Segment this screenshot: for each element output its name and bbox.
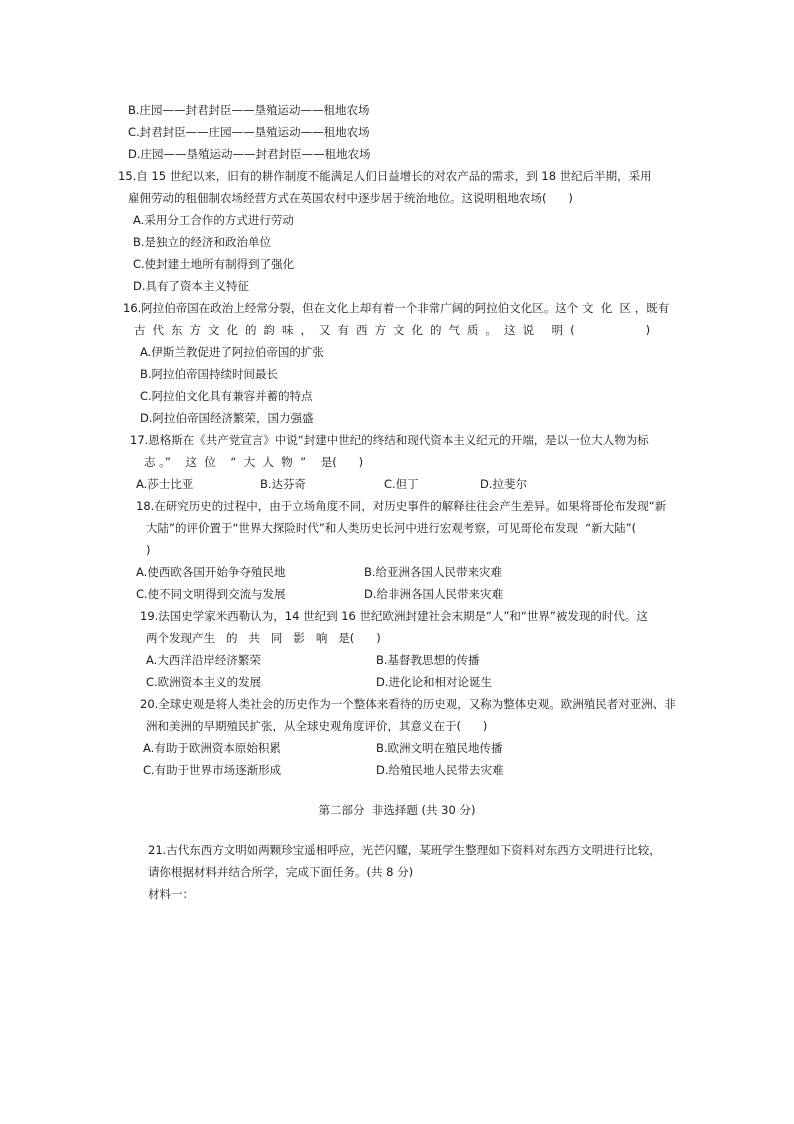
- q18-stem-line1: 18.在研究历史的过程中，由于立场角度不同，对历史事件的解释往往会产生差异。如果将哥伦布发现“新: [136, 499, 667, 513]
- q20-stem-line2: 洲和美洲的早期殖民扩张，从全球史观角度评价，其意义在于( ): [146, 719, 488, 733]
- q16-option-d: D.阿拉伯帝国经济繁荣，国力强盛: [140, 411, 314, 425]
- q20-stem-line1: 20.全球史观是将人类社会的历史作为一个整体来看待的历史观，又称为整体史观。欧洲殖民者对亚洲、非: [140, 697, 676, 711]
- q14-option-c: C.封君封臣——庄园——垦殖运动——租地农场: [128, 125, 370, 139]
- q16-option-a: A.伊斯兰教促进了阿拉伯帝国的扩张: [140, 345, 324, 359]
- q18-stem-line3: ): [146, 543, 151, 557]
- q14-option-b: B.庄园——封君封臣——垦殖运动——租地农场: [128, 103, 370, 117]
- q17-option-d: D.拉斐尔: [480, 477, 528, 491]
- q17-option-b: B.达芬奇: [260, 477, 307, 491]
- q20-option-a: A.有助于欧洲资本原始积累: [143, 741, 281, 755]
- q16-stem-line2: 古代东方文化的韵味，又有西方文化的气质。这说 明( ): [134, 323, 658, 337]
- q16-stem-line1: 16.阿拉伯帝国在政治上经常分裂，但在文化上却有着一个非常广阔的阿拉伯文化区。这个 文 化 区 ，既有: [123, 301, 670, 315]
- q15-option-c: C.使封建土地所有制得到了强化: [133, 257, 295, 271]
- q19-option-a: A.大西洋沿岸经济繁荣: [146, 653, 261, 667]
- q18-option-a: A.使西欧各国开始争夺殖民地: [136, 565, 286, 579]
- q15-option-b: B.是独立的经济和政治单位: [133, 235, 272, 249]
- q20-option-b: B.欧洲文明在殖民地传播: [376, 741, 503, 755]
- q14-option-d: D.庄园——垦殖运动——封君封臣——租地农场: [128, 147, 371, 161]
- q18-option-c: C.使不同文明得到交流与发展: [136, 587, 286, 601]
- q20-option-d: D.给殖民地人民带去灾难: [376, 763, 504, 777]
- part2-heading: 第二部分 非选择题 (共 30 分): [318, 803, 476, 817]
- q15-option-a: A.采用分工合作的方式进行劳动: [133, 213, 294, 227]
- q21-material-label: 材料一：: [148, 887, 194, 901]
- q16-option-b: B.阿拉伯帝国持续时间最长: [140, 367, 279, 381]
- q20-option-c: C.有助于世界市场逐渐形成: [143, 763, 282, 777]
- q18-stem-line2: 大陆”的评价置于“世界大探险时代”和人类历史长河中进行宏观考察，可见哥伦布发现 “新大陆”(: [146, 521, 637, 535]
- q21-stem-line2: 请你根据材料并结合所学，完成下面任务。(共 8 分): [148, 865, 414, 879]
- q16-option-c: C.阿拉伯文化具有兼容并蓄的特点: [140, 389, 313, 403]
- q15-option-d: D.具有了资本主义特征: [133, 279, 250, 293]
- q17-stem-line2: 志 。” 这 位 “ 大 人 物 ” 是( ): [144, 455, 364, 469]
- q19-option-c: C.欧洲资本主义的发展: [146, 675, 262, 689]
- q19-stem-line1: 19.法国史学家米西勒认为，14 世纪到 16 世纪欧洲封建社会末期是“人”和“世界”被发现的时代。这: [140, 609, 648, 623]
- q15-stem-line1: 15.自 15 世纪以来，旧有的耕作制度不能满足人们日益增长的对农产品的需求，到 18 世纪后半期，采用: [118, 169, 652, 183]
- q18-option-b: B.给亚洲各国人民带来灾难: [364, 565, 503, 579]
- q17-stem-line1: 17.恩格斯在《共产党宣言》中说“封建中世纪的终结和现代资本主义纪元的开端，是以一位大人物为标: [130, 433, 649, 447]
- q19-stem-line2: 两个发现产生 的 共 同 影 响 是( ): [146, 631, 381, 645]
- q19-option-b: B.基督教思想的传播: [376, 653, 480, 667]
- q15-stem-line2: 雇佣劳动的租佃制农场经营方式在英国农村中逐步居于统治地位。这说明租地农场( ): [128, 191, 573, 205]
- q21-stem-line1: 21.古代东西方文明如两颗珍宝遥相呼应，光芒闪耀，某班学生整理如下资料对东西方文明进行比较，: [148, 843, 661, 857]
- q18-option-d: D.给非洲各国人民带来灾难: [364, 587, 504, 601]
- q17-option-a: A.莎士比亚: [136, 477, 194, 491]
- q17-option-c: C.但丁: [384, 477, 419, 491]
- q19-option-d: D.进化论和相对论诞生: [376, 675, 493, 689]
